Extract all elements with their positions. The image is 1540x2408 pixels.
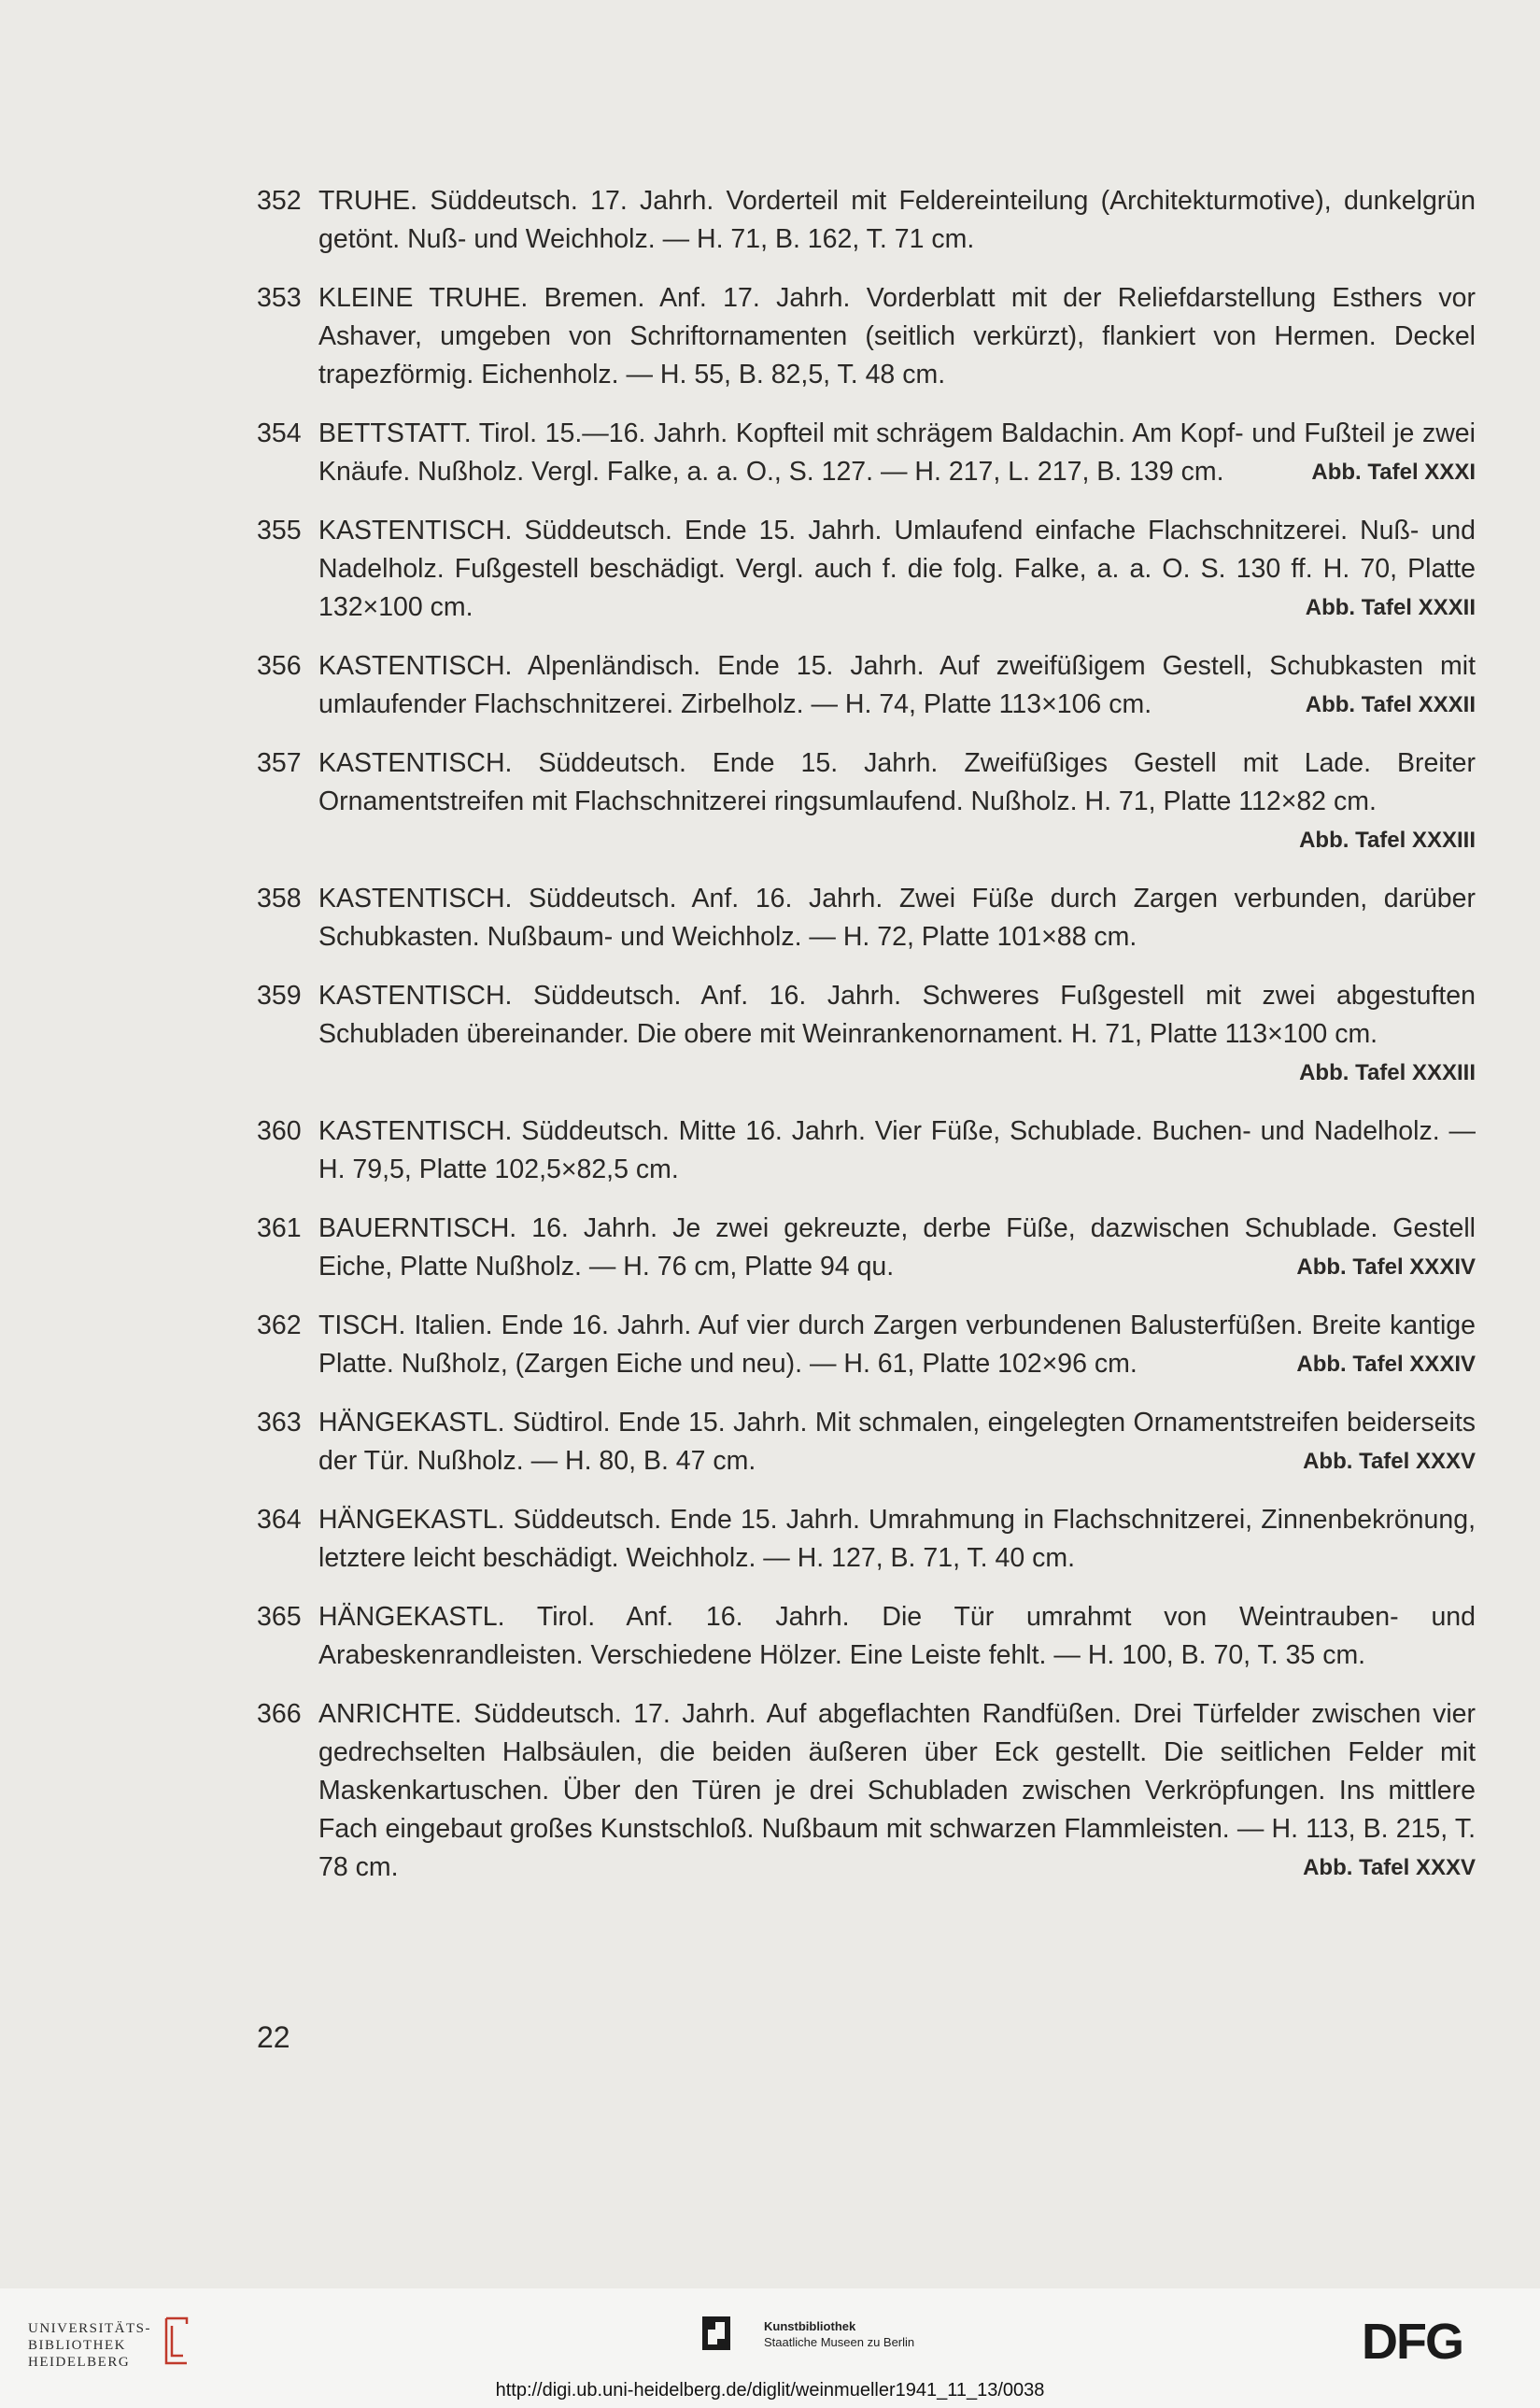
- entry-description: [318, 1598, 1476, 1675]
- entry-text: ANRICHTE. Süddeutsch. 17. Jahrh. Auf abgeflachten Randfüßen. Drei Türfelder zwischen vier gedrechselten Halbsäulen, die beiden äußeren über Eck gestellt. Die seitlichen Felder mit Maskenkartuschen. Über den Türen je drei Schubladen zwischen Verkröpfungen. Ins mittlere Fach eingebaut großes Kunstschloß. Nußbaum mit schwarzen Flammleisten. — H. 113, B. 215, T. 78 cm.: [318, 1699, 1476, 1882]
- entry-number: 362: [257, 1310, 302, 1340]
- university-line: HEIDELBERG: [28, 2355, 131, 2370]
- entry-description: [318, 977, 1476, 1092]
- catalog-entry: [257, 647, 1476, 724]
- catalog-entry: [257, 1404, 1476, 1480]
- kb-title: Kunstbibliothek: [764, 2319, 856, 2333]
- source-url[interactable]: http://digi.ub.uni-heidelberg.de/diglit/weinmueller1941_11_13/0038: [495, 2380, 1045, 2401]
- plate-reference: Abb. Tafel XXXIII: [1299, 828, 1476, 853]
- entry-number: 358: [257, 884, 302, 914]
- entry-description: [318, 1307, 1476, 1383]
- entry-description: [318, 744, 1476, 859]
- entry-number: 352: [257, 186, 302, 216]
- catalog-entry: [257, 1501, 1476, 1578]
- entry-number: 356: [257, 651, 302, 681]
- entry-number: 359: [257, 981, 302, 1011]
- entry-number: 353: [257, 283, 302, 313]
- catalog-entry: [257, 182, 1476, 259]
- entry-text: BAUERNTISCH. 16. Jahrh. Je zwei gekreuzte, derbe Füße, dazwischen Schublade. Gestell Eiche, Platte Nußholz. — H. 76 cm, Platte 94 qu.: [318, 1213, 1476, 1282]
- dfg-logo: DFG: [1362, 2314, 1462, 2370]
- entry-number: 365: [257, 1602, 302, 1632]
- entry-description: [318, 415, 1476, 491]
- kunstbibliothek-text: [764, 2318, 914, 2350]
- catalog-entry: [257, 279, 1476, 394]
- entry-number: 354: [257, 418, 302, 448]
- plate-reference: Abb. Tafel XXXIV: [1296, 1254, 1476, 1280]
- entry-text: TRUHE. Süddeutsch. 17. Jahrh. Vorderteil mit Feldereinteilung (Architekturmotive), dunkelgrün getönt. Nuß- und Weichholz. — H. 71, B. 162, T. 71 cm.: [318, 186, 1476, 254]
- entry-text: HÄNGEKASTL. Süddeutsch. Ende 15. Jahrh. Umrahmung in Flachschnitzerei, Zinnenbekrönung, letztere leicht beschädigt. Weichholz. — H. 127, B. 71, T. 40 cm.: [318, 1505, 1476, 1573]
- entry-text: KASTENTISCH. Süddeutsch. Anf. 16. Jahrh. Zwei Füße durch Zargen verbunden, darüber Schubkasten. Nußbaum- und Weichholz. — H. 72, Platte 101×88 cm.: [318, 884, 1476, 952]
- entry-description: [318, 1210, 1476, 1286]
- entry-number: 361: [257, 1213, 302, 1243]
- plate-reference: Abb. Tafel XXXII: [1305, 692, 1476, 717]
- catalog-entry: [257, 977, 1476, 1092]
- entry-description: [318, 1404, 1476, 1480]
- footer-bar: [0, 2288, 1540, 2408]
- entry-number: 364: [257, 1505, 302, 1535]
- university-mark-icon: [161, 2313, 192, 2369]
- entry-text: KASTENTISCH. Süddeutsch. Mitte 16. Jahrh. Vier Füße, Schublade. Buchen- und Nadelholz. — H. 79,5, Platte 102,5×82,5 cm.: [318, 1116, 1476, 1184]
- entry-number: 363: [257, 1408, 302, 1438]
- entry-description: [318, 182, 1476, 259]
- plate-reference: Abb. Tafel XXXII: [1305, 595, 1476, 620]
- catalog-entry: [257, 1307, 1476, 1383]
- plate-reference: Abb. Tafel XXXV: [1303, 1449, 1476, 1474]
- kunstbibliothek-logo-icon: [702, 2316, 730, 2350]
- entry-description: [318, 279, 1476, 394]
- university-library-logo: [28, 2320, 151, 2371]
- entry-description: [318, 1695, 1476, 1887]
- entry-text: HÄNGEKASTL. Tirol. Anf. 16. Jahrh. Die Tür umrahmt von Weintrauben- und Arabeskenrandleisten. Verschiedene Hölzer. Eine Leiste fehlt. — H. 100, B. 70, T. 35 cm.: [318, 1602, 1476, 1670]
- catalog-entry: [257, 415, 1476, 491]
- entry-text: BETTSTATT. Tirol. 15.—16. Jahrh. Kopfteil mit schrägem Baldachin. Am Kopf- und Fußteil je zwei Knäufe. Nußholz. Vergl. Falke, a. a. O., S. 127. — H. 217, L. 217, B. 139 cm.: [318, 418, 1476, 487]
- catalog-entry: [257, 880, 1476, 956]
- entry-text: KASTENTISCH. Süddeutsch. Ende 15. Jahrh. Umlaufend einfache Flachschnitzerei. Nuß- und Nadelholz. Fußgestell beschädigt. Vergl. auch f. die folg. Falke, a. a. O. S. 130 ff. H. 70, Platte 132×100 cm.: [318, 516, 1476, 622]
- entry-description: [318, 1112, 1476, 1189]
- catalog-entry: [257, 512, 1476, 627]
- plate-reference: Abb. Tafel XXXI: [1311, 460, 1476, 485]
- entry-text: KLEINE TRUHE. Bremen. Anf. 17. Jahrh. Vorderblatt mit der Reliefdarstellung Esthers vor Ashaver, umgeben von Schriftornamenten (seitlich verkürzt), flankiert von Hermen. Deckel trapezförmig. Eichenholz. — H. 55, B. 82,5, T. 48 cm.: [318, 283, 1476, 390]
- entry-number: 355: [257, 516, 302, 545]
- plate-reference: Abb. Tafel XXXV: [1303, 1855, 1476, 1880]
- plate-reference: Abb. Tafel XXXIV: [1296, 1352, 1476, 1377]
- catalog-entries: [257, 182, 1476, 1907]
- entry-text: HÄNGEKASTL. Südtirol. Ende 15. Jahrh. Mit schmalen, eingelegten Ornamentstreifen beiderseits der Tür. Nußholz. — H. 80, B. 47 cm.: [318, 1408, 1476, 1476]
- entry-number: 357: [257, 748, 302, 778]
- entry-number: 366: [257, 1699, 302, 1729]
- entry-description: [318, 1501, 1476, 1578]
- entry-text: TISCH. Italien. Ende 16. Jahrh. Auf vier durch Zargen verbundenen Balusterfüßen. Breite kantige Platte. Nußholz, (Zargen Eiche und neu). — H. 61, Platte 102×96 cm.: [318, 1310, 1476, 1379]
- entry-text: KASTENTISCH. Süddeutsch. Ende 15. Jahrh. Zweifüßiges Gestell mit Lade. Breiter Ornamentstreifen mit Flachschnitzerei ringsumlaufend. Nußholz. H. 71, Platte 112×82 cm.: [318, 748, 1476, 816]
- catalog-entry: [257, 1210, 1476, 1286]
- catalog-entry: [257, 1695, 1476, 1887]
- university-line: BIBLIOTHEK: [28, 2338, 126, 2353]
- entry-description: [318, 512, 1476, 627]
- entry-text: KASTENTISCH. Alpenländisch. Ende 15. Jahrh. Auf zweifüßigem Gestell, Schubkasten mit umlaufender Flachschnitzerei. Zirbelholz. — H. 74, Platte 113×106 cm.: [318, 651, 1476, 719]
- catalog-entry: [257, 1112, 1476, 1189]
- plate-reference: Abb. Tafel XXXIII: [1299, 1060, 1476, 1085]
- entry-number: 360: [257, 1116, 302, 1146]
- university-line: UNIVERSITÄTS-: [28, 2321, 151, 2336]
- entry-description: [318, 880, 1476, 956]
- page-number: 22: [257, 2020, 290, 2054]
- catalog-entry: [257, 1598, 1476, 1675]
- entry-text: KASTENTISCH. Süddeutsch. Anf. 16. Jahrh. Schweres Fußgestell mit zwei abgestuften Schubladen übereinander. Die obere mit Weinrankenornament. H. 71, Platte 113×100 cm.: [318, 981, 1476, 1049]
- kb-subtitle: Staatliche Museen zu Berlin: [764, 2335, 915, 2349]
- catalog-entry: [257, 744, 1476, 859]
- entry-description: [318, 647, 1476, 724]
